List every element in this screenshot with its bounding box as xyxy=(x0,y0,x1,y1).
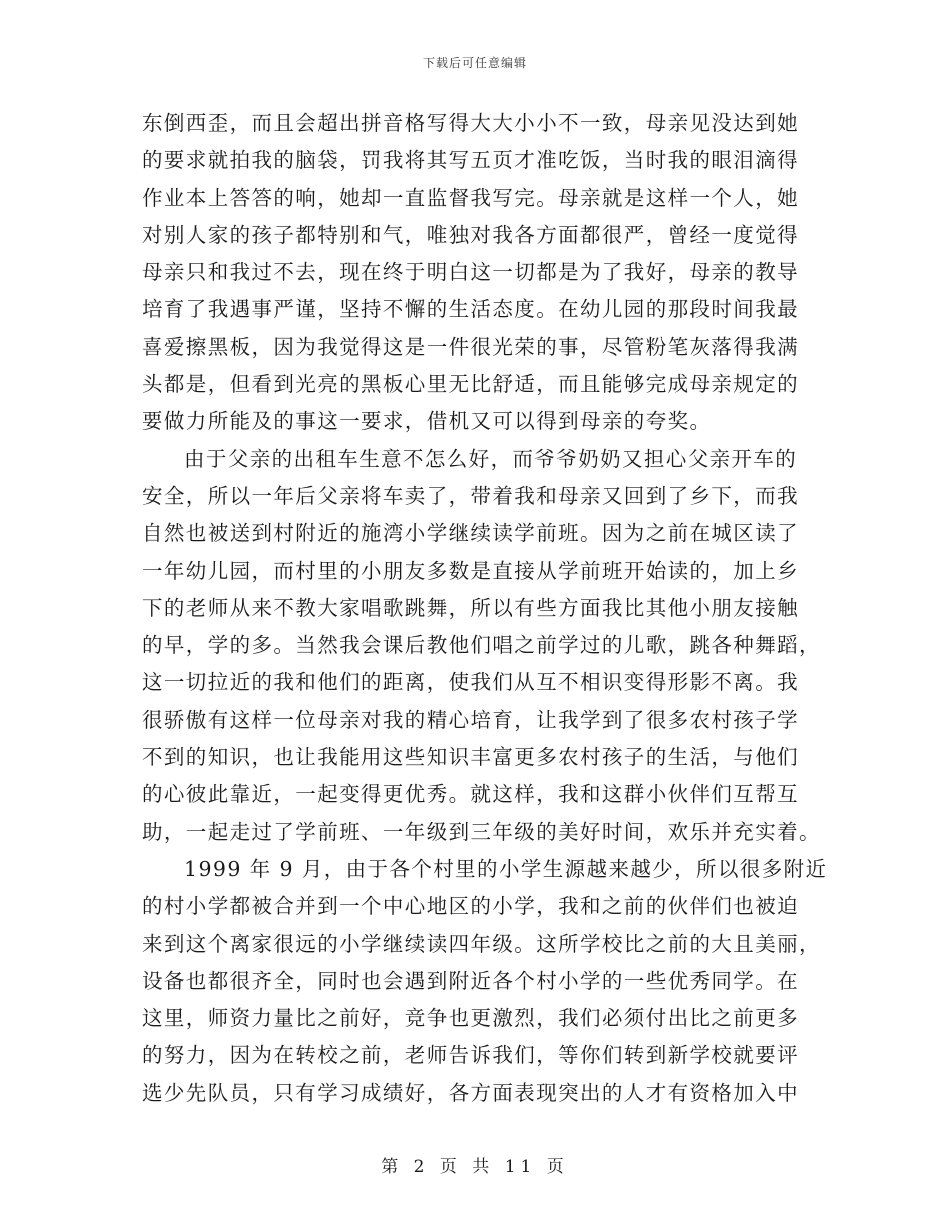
body-line: 作业本上答答的响，她却一直监督我写完。母亲就是这样一个人，她 xyxy=(142,185,799,210)
body-line: 的努力，因为在转校之前，老师告诉我们，等你们转到新学校就要评 xyxy=(142,1043,799,1068)
body-line: 这一切拉近的我和他们的距离，使我们从互不相识变得形影不离。我 xyxy=(142,670,799,695)
body-line: 自然也被送到村附近的施湾小学继续读学前班。因为之前在城区读了 xyxy=(142,521,799,546)
body-line: 选少先队员，只有学习成绩好，各方面表现突出的人才有资格加入中 xyxy=(142,1080,799,1105)
document-body xyxy=(142,105,828,1112)
page-header: 下载后可任意编辑 xyxy=(422,56,527,70)
body-line: 要做力所能及的事这一要求，借机又可以得到母亲的夸奖。 xyxy=(142,409,712,434)
body-line: 的心彼此靠近，一起变得更优秀。就这样，我和这群小伙伴们互帮互 xyxy=(142,782,799,807)
body-line: 很骄傲有这样一位母亲对我的精心培育，让我学到了很多农村孩子学 xyxy=(142,707,799,732)
body-line: 助，一起走过了学前班、一年级到三年级的美好时间，欢乐并充实着。 xyxy=(142,819,821,844)
body-line: 设备也都很齐全，同时也会遇到附近各个村小学的一些优秀同学。在 xyxy=(142,968,799,993)
body-line: 的村小学都被合并到一个中心地区的小学，我和之前的伙伴们也被迫 xyxy=(142,894,799,919)
body-line: 下的老师从来不教大家唱歌跳舞，所以有些方面我比其他小朋友接触 xyxy=(142,595,799,620)
body-line: 的要求就拍我的脑袋，罚我将其写五页才准吃饭，当时我的眼泪滴得 xyxy=(142,148,799,173)
body-line: 一年幼儿园，而村里的小朋友多数是直接从学前班开始读的，加上乡 xyxy=(142,558,799,583)
body-line: 来到这个离家很远的小学继续读四年级。这所学校比之前的大且美丽， xyxy=(142,931,821,956)
body-line: 头都是，但看到光亮的黑板心里无比舒适，而且能够完成母亲规定的 xyxy=(142,372,799,397)
body-line: 喜爱擦黑板，因为我觉得这是一件很光荣的事，尽管粉笔灰落得我满 xyxy=(142,334,799,359)
body-line: 不到的知识，也让我能用这些知识丰富更多农村孩子的生活，与他们 xyxy=(142,745,799,770)
body-line: 培育了我遇事严谨，坚持不懈的生活态度。在幼儿园的那段时间我最 xyxy=(142,297,799,322)
body-line: 对别人家的孩子都特别和气，唯独对我各方面都很严，曾经一度觉得 xyxy=(142,222,799,247)
body-line: 这里，师资力量比之前好，竞争也更激烈，我们必须付出比之前更多 xyxy=(142,1006,799,1031)
paragraph-start-line: 1999 年 9 月，由于各个村里的小学生源越来越少，所以很多附近 xyxy=(184,856,828,881)
body-line: 母亲只和我过不去，现在终于明白这一切都是为了我好，母亲的教导 xyxy=(142,260,799,285)
body-line: 东倒西歪，而且会超出拼音格写得大大小小不一致，母亲见没达到她 xyxy=(142,111,799,135)
body-line: 安全，所以一年后父亲将车卖了，带着我和母亲又回到了乡下，而我 xyxy=(142,483,799,508)
page-number-footer: 第 2 页 共 11 页 xyxy=(381,1157,569,1177)
paragraph-start-line: 由于父亲的出租车生意不怎么好，而爷爷奶奶又担心父亲开车的 xyxy=(184,446,798,471)
body-line: 的早，学的多。当然我会课后教他们唱之前学过的儿歌，跳各种舞蹈， xyxy=(142,633,821,658)
